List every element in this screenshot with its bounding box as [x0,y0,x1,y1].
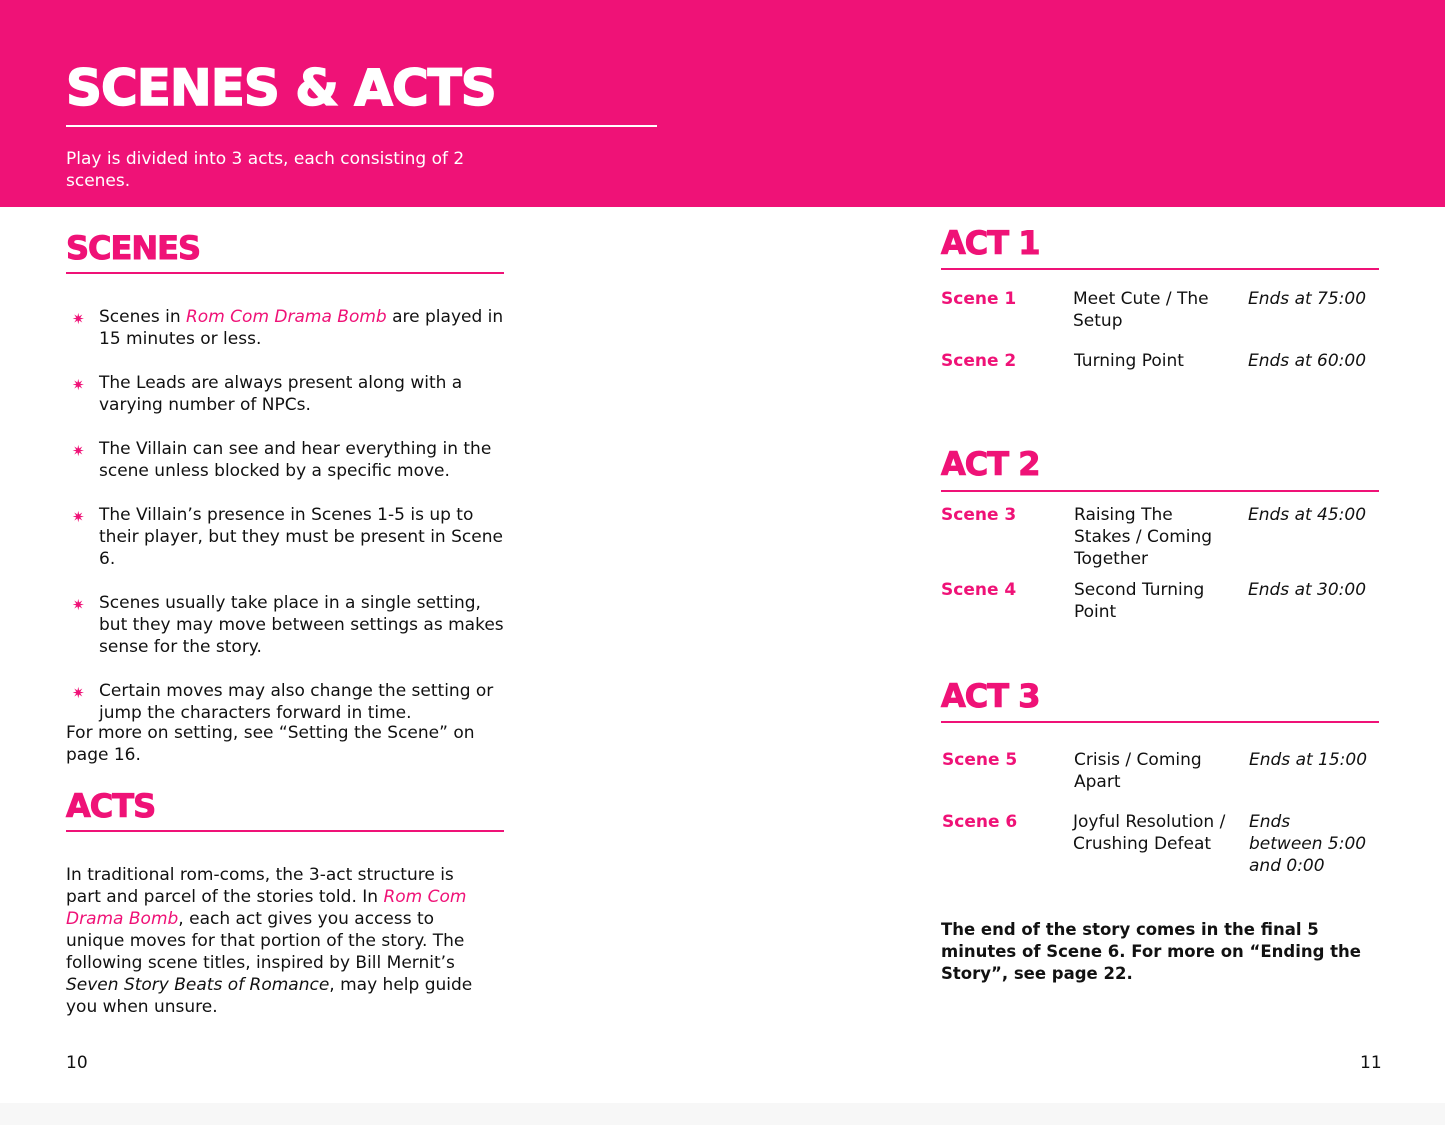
scene-6-title: Joyful Resolution / Crushing Defeat [1073,812,1226,854]
starburst-bullet-icon: ✷ [72,596,85,614]
list-item: ✷ The Villain’s presence in Scenes 1-5 is up to their player, but they must be present in Scene 6. [72,505,503,569]
act-1-divider [941,268,1379,270]
scene-3-label: Scene 3 [941,505,1017,525]
list-item: ✷ Scenes usually take place in a single setting, but they may move between settings as makes sense for the story. [72,593,504,657]
scene-1-end: Ends at 75:00 [1248,289,1367,309]
game-title: Rom Com Drama Bomb [66,887,467,929]
title-divider [66,125,657,127]
acts-description: In traditional rom-coms, the 3-act structure is part and parcel of the stories told. In Rom Com Drama Bomb, each act gives you access to unique moves for that portion of the story. The following scene titles, inspired by Bill Mernit’s Seven Story Beats of Romance, may help guide you when unsure. [66,865,473,1017]
act-1-heading: ACT 1 [941,224,1040,262]
intro-text: Play is divided into 3 acts, each consisting of 2 scenes. [66,149,465,191]
scene-1-title: Meet Cute / The Setup [1073,289,1209,331]
list-item: ✷ Certain moves may also change the setting or jump the characters forward in time. [72,681,494,723]
act-2-divider [941,490,1379,492]
page-title: SCENES & ACTS [66,59,496,117]
scenes-heading: SCENES [66,229,201,267]
scene-6-label: Scene 6 [942,812,1018,832]
header-banner [0,0,1445,207]
starburst-bullet-icon: ✷ [72,684,85,702]
footer-strip [0,1103,1445,1125]
closing-note: The end of the story comes in the final 5 minutes of Scene 6. For more on “Ending the Story”, see page 22. [941,920,1361,983]
act-2-heading: ACT 2 [941,445,1040,483]
scene-4-label: Scene 4 [941,580,1017,600]
acts-divider [66,830,504,832]
book-title: Seven Story Beats of Romance [66,975,330,995]
scenes-bullet-list [66,306,506,746]
page-number-left: 10 [66,1053,88,1073]
game-title: Rom Com Drama Bomb [186,307,387,327]
starburst-bullet-icon: ✷ [72,310,85,328]
list-item: ✷ The Villain can see and hear everything in the scene unless blocked by a specific move. [72,439,492,481]
scene-1-label: Scene 1 [941,289,1017,309]
scene-5-end: Ends at 15:00 [1249,750,1368,770]
scene-2-label: Scene 2 [941,351,1017,371]
scene-4-title: Second Turning Point [1074,580,1205,622]
scene-2-title: Turning Point [1074,351,1184,371]
scene-5-label: Scene 5 [942,750,1018,770]
page-number-right: 11 [1360,1053,1382,1073]
setting-reference: For more on setting, see “Setting the Scene” on page 16. [66,723,475,765]
scene-3-end: Ends at 45:00 [1248,505,1367,525]
starburst-bullet-icon: ✷ [72,442,85,460]
acts-heading: ACTS [66,787,156,825]
scene-3-title: Raising The Stakes / Coming Together [1074,505,1213,569]
act-3-divider [941,721,1379,723]
scene-5-title: Crisis / Coming Apart [1074,750,1202,792]
scene-6-end: Ends between 5:00 and 0:00 [1249,812,1367,876]
list-item: ✷ The Leads are always present along with a varying number of NPCs. [72,373,463,415]
scene-2-end: Ends at 60:00 [1248,351,1367,371]
starburst-bullet-icon: ✷ [72,508,85,526]
starburst-bullet-icon: ✷ [72,376,85,394]
act-3-heading: ACT 3 [941,677,1040,715]
scene-4-end: Ends at 30:00 [1248,580,1367,600]
scenes-divider [66,272,504,274]
list-item: ✷ Scenes in Rom Com Drama Bomb are played in 15 minutes or less. [72,307,504,349]
